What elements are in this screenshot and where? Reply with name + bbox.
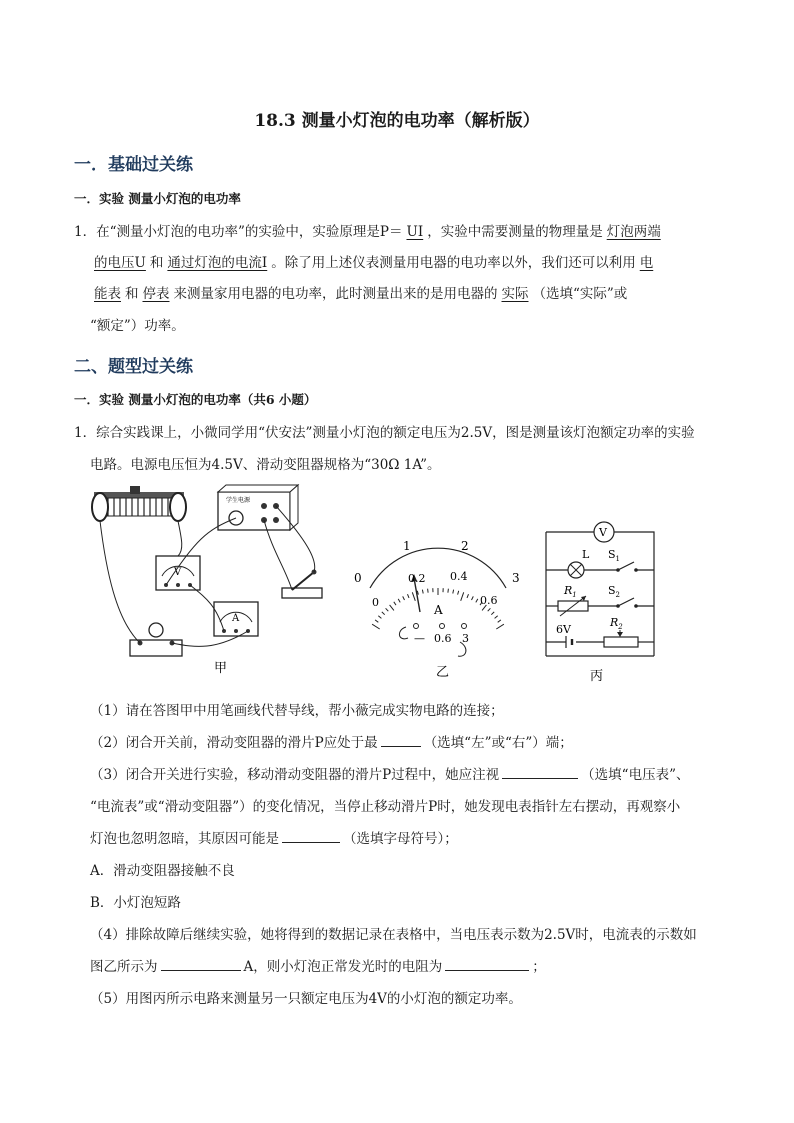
power-supply-label: 学生电源 — [226, 497, 251, 504]
fill-blank — [381, 734, 421, 747]
answer-blank: UI — [406, 224, 424, 240]
subquestion-5: （5）用图丙所示电路来测量另一只额定电压为4V的小灯泡的额定功率。 — [90, 991, 522, 1007]
figure-jia-caption: 甲 — [214, 661, 228, 676]
subquestion-4-line-2: 图乙所示为 A，则小灯泡正常发光时的电阻为 ； — [90, 959, 546, 975]
switch-s2 — [618, 598, 634, 606]
answer-blank: 停表 — [142, 286, 170, 302]
s2-label: $S_2$ — [608, 584, 621, 599]
subquestion-2: （2）闭合开关前，滑动变阻器的滑片P应处于最 （选填“左”或“右”）端； — [90, 735, 573, 751]
topic-heading-types: 一．实验 测量小灯泡的电功率（共6 小题） — [74, 392, 317, 407]
fill-blank — [282, 830, 340, 843]
answer-blank: 灯泡两端 — [606, 224, 661, 240]
problem-1-line-2: 电路。电源电压恒为4.5V、滑动变阻器规格为“30Ω 1A”。 — [90, 457, 441, 473]
voltmeter-symbol: V — [174, 567, 182, 578]
ammeter-device — [214, 602, 258, 636]
r2-label: $R_2$ — [610, 616, 623, 631]
option-a: A．滑动变阻器接触不良 — [90, 863, 235, 879]
dial-arc — [370, 548, 506, 588]
page-title: 18.3 测量小灯泡的电功率（解析版） — [254, 111, 540, 131]
fill-blank — [161, 958, 241, 971]
student-power-supply — [218, 485, 298, 530]
rheostat — [92, 486, 186, 521]
subquestion-3-line-3: 灯泡也忽明忽暗，其原因可能是 （选填字母符号）； — [90, 831, 458, 847]
terminal-06: 0.6 — [434, 632, 452, 645]
outer-tick-3: 3 — [512, 571, 520, 585]
fill-blank — [502, 766, 578, 779]
inner-tick-06: 0.6 — [480, 594, 498, 607]
problem-1-line-1: 1．综合实践课上，小微同学用“伏安法”测量小灯泡的额定电压为2.5V，图是测量该灯泡额定功率的实验 — [74, 425, 695, 441]
section-heading-basic: 一．基础过关练 — [74, 155, 193, 175]
figure-bing-caption: 丙 — [590, 669, 604, 684]
subquestion-3-line-2: “电流表”或“滑动变阻器”）的变化情况，当停止移动滑片P时，她发现电表指针左右摆动，再观察小 — [90, 799, 681, 815]
subquestion-4-line-1: （4）排除故障后继续实验，她将得到的数据记录在表格中，当电压表示数为2.5V时，电流表的示数如 — [90, 927, 697, 943]
figure-jia-apparatus — [86, 480, 356, 685]
inner-tick-02: 0.2 — [408, 572, 426, 585]
option-b: B．小灯泡短路 — [90, 895, 181, 911]
outer-tick-0: 0 — [354, 571, 362, 585]
answer-blank: 实际 — [501, 286, 529, 302]
subquestion-1: （1）请在答图甲中用笔画线代替导线，帮小薇完成实物电路的连接； — [90, 703, 504, 719]
question-1-line-2: 的电压U 和 通过灯泡的电流I 。除了用上述仪表测量用电器的电功率以外，我们还可以利用 电 — [90, 251, 657, 271]
inner-tick-0: 0 — [372, 596, 379, 609]
inner-tick-04: 0.4 — [450, 570, 468, 583]
figure-yi-ammeter-dial — [348, 530, 528, 685]
outer-tick-1: 1 — [403, 539, 411, 553]
r1-label: $R_1$ — [564, 584, 577, 599]
question-1-line-3: 能表 和 停表 来测量家用电器的电功率，此时测量出来的是用电器的 实际 （选填“实际”或 — [90, 282, 627, 302]
dial-unit: A — [434, 603, 443, 617]
voltmeter-device — [156, 556, 200, 590]
section-heading-types: 二、题型过关练 — [74, 357, 193, 377]
answer-blank: 的电压U — [94, 255, 146, 271]
figure-bing-circuit — [538, 518, 668, 686]
answer-blank: 通过灯泡的电流I — [167, 255, 268, 271]
answer-blank: 电 — [639, 255, 654, 271]
topic-heading-basic: 一．实验 测量小灯泡的电功率 — [74, 191, 241, 206]
outer-tick-2: 2 — [461, 539, 469, 553]
fill-blank — [445, 958, 529, 971]
s1-label: $S_1$ — [608, 548, 621, 563]
lamp-base — [130, 623, 182, 656]
question-1-line-1: 1．在“测量小灯泡的电功率”的实验中，实验原理是P＝ UI ，实验中需要测量的物理量是 灯泡两端 — [74, 220, 665, 240]
answer-blank: 能表 — [94, 286, 121, 302]
switch-s1 — [618, 562, 634, 570]
knife-switch — [282, 570, 322, 599]
source-label: 6V — [556, 623, 571, 636]
question-1-line-4: “额定”）功率。 — [90, 318, 185, 334]
figure-yi-caption: 乙 — [436, 665, 450, 680]
resistor-r2 — [604, 637, 638, 647]
bing-voltmeter-label: V — [599, 526, 607, 539]
terminal-minus: — — [414, 632, 425, 645]
subquestion-3-line-1: （3）闭合开关进行实验，移动滑动变阻器的滑片P过程中，她应注视 （选填“电压表”、 — [90, 767, 690, 783]
lamp-label: L — [582, 548, 590, 561]
ammeter-symbol: A — [232, 613, 240, 624]
terminal-3: 3 — [462, 632, 469, 645]
